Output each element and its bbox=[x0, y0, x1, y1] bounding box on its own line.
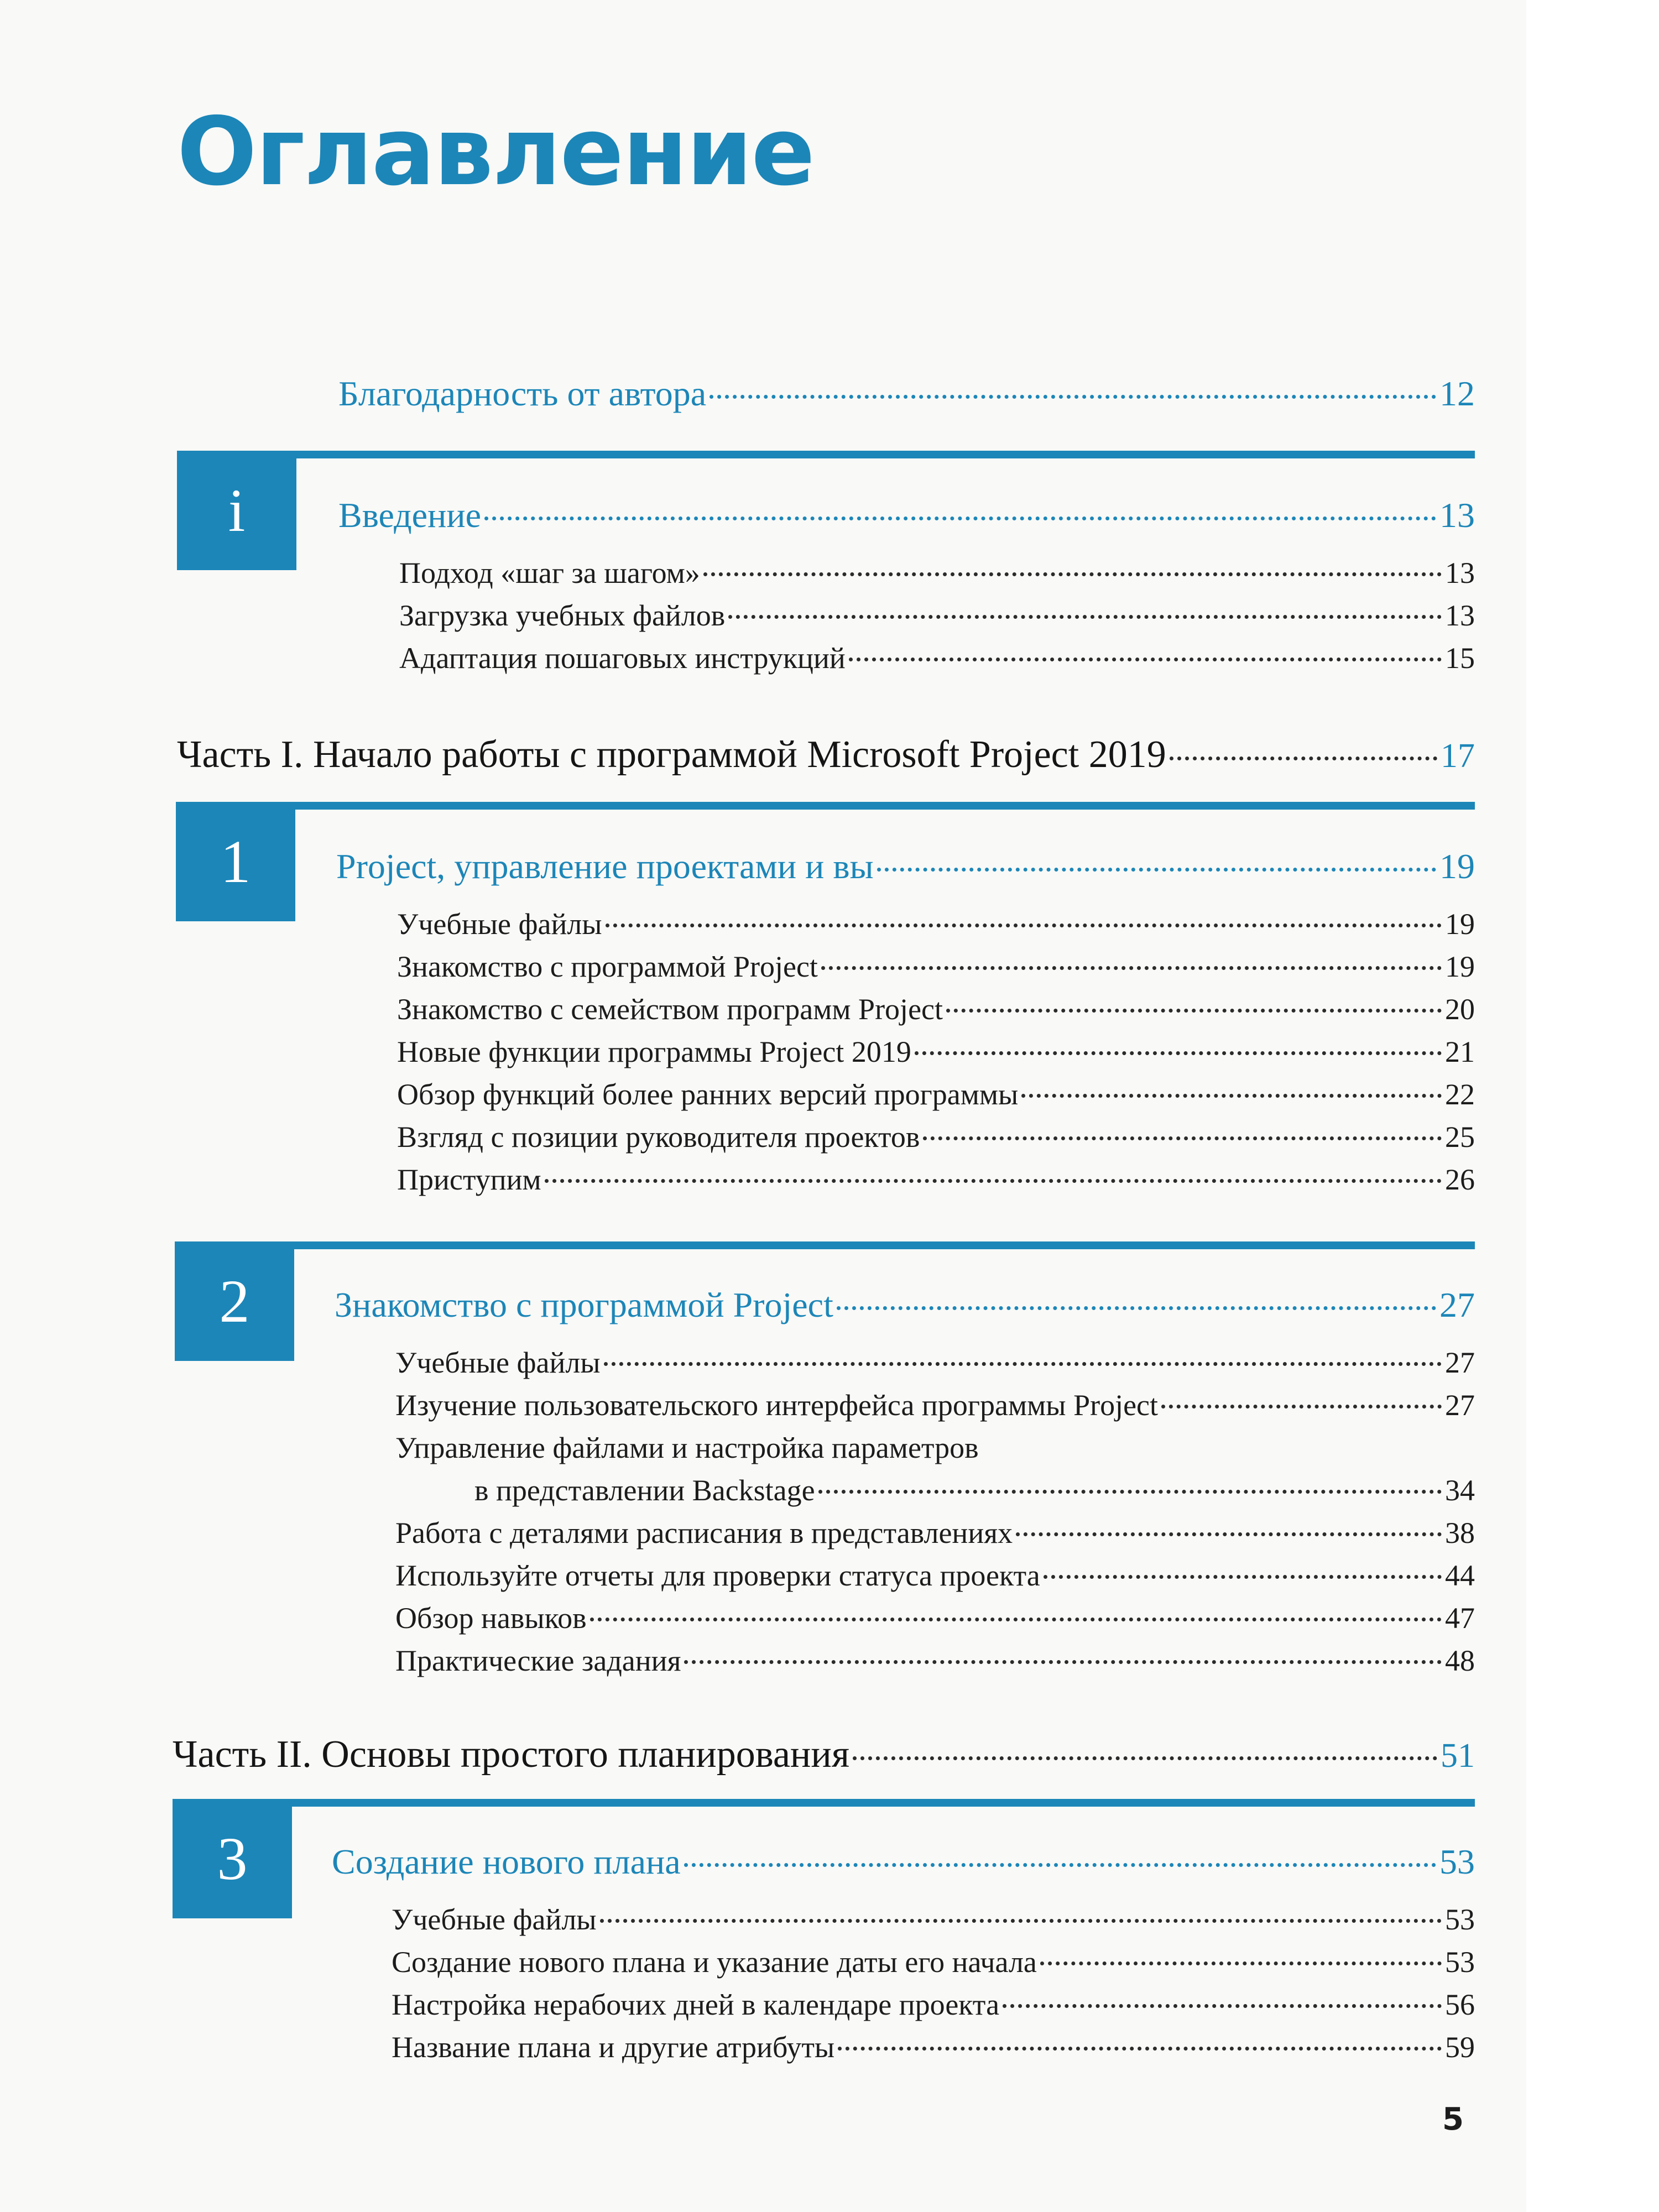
toc-entry[interactable] bbox=[395, 1644, 1475, 1678]
toc-entry-page: 38 bbox=[1445, 1516, 1475, 1550]
toc-entry-page: 17 bbox=[1441, 737, 1475, 775]
leader-dots bbox=[915, 1051, 1442, 1055]
toc-entry-page: 27 bbox=[1445, 1346, 1475, 1379]
toc-entry-acknowledgment[interactable] bbox=[338, 373, 1475, 414]
leader-dots bbox=[703, 572, 1442, 576]
toc-entry-title: Приступим bbox=[397, 1163, 541, 1196]
toc-entry-title: Project, управление проектами и вы bbox=[336, 847, 874, 886]
toc-entry-page: 27 bbox=[1439, 1285, 1475, 1324]
leader-dots bbox=[684, 1863, 1436, 1867]
toc-chapter-3[interactable] bbox=[332, 1841, 1475, 1882]
toc-entry-title: Учебные файлы bbox=[397, 907, 602, 941]
toc-entry-page: 44 bbox=[1445, 1559, 1475, 1592]
toc-entry[interactable] bbox=[395, 1601, 1475, 1635]
toc-entry[interactable] bbox=[397, 1077, 1475, 1112]
toc-entry[interactable] bbox=[395, 1558, 1475, 1593]
leader-dots bbox=[590, 1618, 1442, 1621]
leader-dots bbox=[1040, 1961, 1442, 1965]
toc-entry-page: 53 bbox=[1445, 1945, 1475, 1979]
leader-dots bbox=[1021, 1094, 1442, 1098]
toc-part-2[interactable] bbox=[173, 1733, 1475, 1777]
toc-entry-title: Адаптация пошаговых инструкций bbox=[399, 641, 846, 675]
toc-entry-title: Учебные файлы bbox=[395, 1346, 601, 1379]
toc-entry-page: 25 bbox=[1445, 1120, 1475, 1154]
toc-entry-title: Изучение пользовательского интерфейса программы Project bbox=[395, 1389, 1159, 1422]
toc-entry[interactable] bbox=[397, 907, 1475, 941]
toc-entry-title: Создание нового плана и указание даты его начала bbox=[392, 1945, 1037, 1979]
toc-entry[interactable] bbox=[395, 1516, 1475, 1550]
toc-entry[interactable] bbox=[395, 1345, 1475, 1380]
toc-part-title: Часть I. Начало работы с программой Microsoft Project 2019 bbox=[177, 733, 1166, 776]
toc-entry[interactable] bbox=[397, 1120, 1475, 1154]
toc-entry-title: Знакомство с семейством программ Project bbox=[397, 993, 943, 1026]
toc-entry[interactable] bbox=[399, 641, 1475, 675]
toc-entry-title: Новые функции программы Project 2019 bbox=[397, 1035, 911, 1068]
chapter-badge-2: 2 bbox=[175, 1241, 294, 1361]
toc-entry-page: 48 bbox=[1445, 1644, 1475, 1677]
toc-entry-page: 56 bbox=[1445, 1988, 1475, 2021]
toc-entry-page: 47 bbox=[1445, 1601, 1475, 1635]
leader-dots bbox=[923, 1136, 1442, 1140]
leader-dots bbox=[818, 1490, 1442, 1494]
toc-chapter-1[interactable] bbox=[336, 846, 1475, 887]
toc-entry[interactable] bbox=[392, 2030, 1475, 2064]
leader-dots bbox=[821, 966, 1442, 970]
leader-dots bbox=[1003, 2004, 1442, 2008]
toc-entry-title: Взгляд с позиции руководителя проектов bbox=[397, 1120, 920, 1154]
toc-entry-title: Учебные файлы bbox=[392, 1903, 597, 1936]
toc-entry[interactable] bbox=[399, 598, 1475, 633]
toc-entry-title: Практические задания bbox=[395, 1644, 681, 1677]
toc-entry[interactable] bbox=[397, 950, 1475, 984]
chapter-rule bbox=[173, 1799, 1475, 1807]
leader-dots bbox=[728, 615, 1442, 619]
toc-entry-title: Используйте отчеты для проверки статуса проекта bbox=[395, 1559, 1040, 1592]
toc-entry-page: 19 bbox=[1445, 950, 1475, 983]
toc-entry-title: Обзор навыков bbox=[395, 1601, 587, 1635]
leader-dots bbox=[837, 1306, 1436, 1310]
leader-dots bbox=[545, 1179, 1442, 1183]
leader-dots bbox=[709, 395, 1436, 399]
leader-dots bbox=[1016, 1532, 1442, 1536]
toc-entry-title: Обзор функций более ранних версий программы bbox=[397, 1078, 1019, 1111]
toc-part-1[interactable] bbox=[177, 733, 1475, 777]
page-number: 5 bbox=[1442, 2101, 1464, 2137]
chapter-rule bbox=[176, 802, 1475, 810]
toc-entry-page: 27 bbox=[1445, 1389, 1475, 1422]
toc-entry-title-line1[interactable]: Управление файлами и настройка параметров bbox=[395, 1431, 979, 1464]
leader-dots bbox=[877, 868, 1436, 872]
chapter-rule bbox=[177, 451, 1475, 458]
toc-entry[interactable] bbox=[392, 1902, 1475, 1937]
toc-entry-page: 19 bbox=[1439, 847, 1475, 886]
toc-entry-title: Знакомство с программой Project bbox=[397, 950, 818, 983]
toc-chapter-2[interactable] bbox=[335, 1285, 1475, 1326]
toc-entry[interactable] bbox=[474, 1473, 1475, 1507]
leader-dots bbox=[600, 1919, 1442, 1923]
chapter-badge-3: 3 bbox=[173, 1799, 292, 1918]
toc-entry-page: 53 bbox=[1439, 1842, 1475, 1881]
toc-entry-page: 12 bbox=[1439, 374, 1475, 413]
leader-dots bbox=[606, 924, 1442, 927]
toc-entry-page: 13 bbox=[1445, 599, 1475, 632]
toc-entry-page: 13 bbox=[1439, 495, 1475, 535]
toc-entry-page: 59 bbox=[1445, 2031, 1475, 2064]
toc-entry[interactable] bbox=[397, 1035, 1475, 1069]
chapter-badge-1: 1 bbox=[176, 802, 295, 921]
toc-entry[interactable] bbox=[395, 1388, 1475, 1422]
toc-entry[interactable] bbox=[399, 556, 1475, 590]
leader-dots bbox=[1044, 1575, 1442, 1579]
toc-entry-page: 15 bbox=[1445, 641, 1475, 675]
leader-dots bbox=[946, 1009, 1442, 1013]
chapter-badge-intro: i bbox=[177, 451, 296, 570]
toc-entry-page: 20 bbox=[1445, 993, 1475, 1026]
toc-entry-title: Благодарность от автора bbox=[338, 374, 707, 413]
toc-entry[interactable] bbox=[397, 1162, 1475, 1197]
toc-entry-title: Название плана и другие атрибуты bbox=[392, 2031, 835, 2064]
leader-dots bbox=[1161, 1405, 1442, 1408]
toc-entry-title: Настройка нерабочих дней в календаре проекта bbox=[392, 1988, 1000, 2021]
page-margin bbox=[1526, 0, 1659, 2212]
leader-dots bbox=[604, 1362, 1442, 1366]
toc-entry-page: 51 bbox=[1441, 1737, 1475, 1775]
page-title: Оглавление bbox=[177, 97, 814, 207]
toc-entry-title: Введение bbox=[338, 495, 481, 535]
toc-entry-page: 21 bbox=[1445, 1035, 1475, 1068]
toc-entry-page: 22 bbox=[1445, 1078, 1475, 1111]
toc-part-title: Часть II. Основы простого планирования bbox=[173, 1733, 850, 1776]
toc-entry[interactable] bbox=[392, 1987, 1475, 2022]
toc-entry-page: 26 bbox=[1445, 1163, 1475, 1196]
toc-entry-title: Работа с деталями расписания в представлениях bbox=[395, 1516, 1013, 1550]
toc-entry[interactable] bbox=[397, 992, 1475, 1026]
leader-dots bbox=[849, 658, 1442, 661]
toc-entry-page: 53 bbox=[1445, 1903, 1475, 1936]
toc-entry-title: Знакомство с программой Project bbox=[335, 1285, 833, 1324]
leader-dots bbox=[838, 2047, 1442, 2051]
toc-entry-title-line2: в представлении Backstage bbox=[474, 1474, 815, 1507]
toc-entry-page: 34 bbox=[1445, 1474, 1475, 1507]
leader-dots bbox=[853, 1756, 1437, 1760]
toc-entry-page: 19 bbox=[1445, 907, 1475, 941]
chapter-rule bbox=[175, 1241, 1475, 1249]
toc-entry-title: Загрузка учебных файлов bbox=[399, 599, 726, 632]
toc-entry-page: 13 bbox=[1445, 556, 1475, 589]
toc-entry[interactable] bbox=[392, 1945, 1475, 1979]
leader-dots bbox=[484, 517, 1436, 520]
toc-chapter-intro[interactable] bbox=[338, 495, 1475, 536]
toc-entry-title: Создание нового плана bbox=[332, 1842, 681, 1881]
leader-dots bbox=[684, 1660, 1442, 1664]
toc-entry-title: Подход «шаг за шагом» bbox=[399, 556, 700, 589]
leader-dots bbox=[1170, 757, 1437, 760]
